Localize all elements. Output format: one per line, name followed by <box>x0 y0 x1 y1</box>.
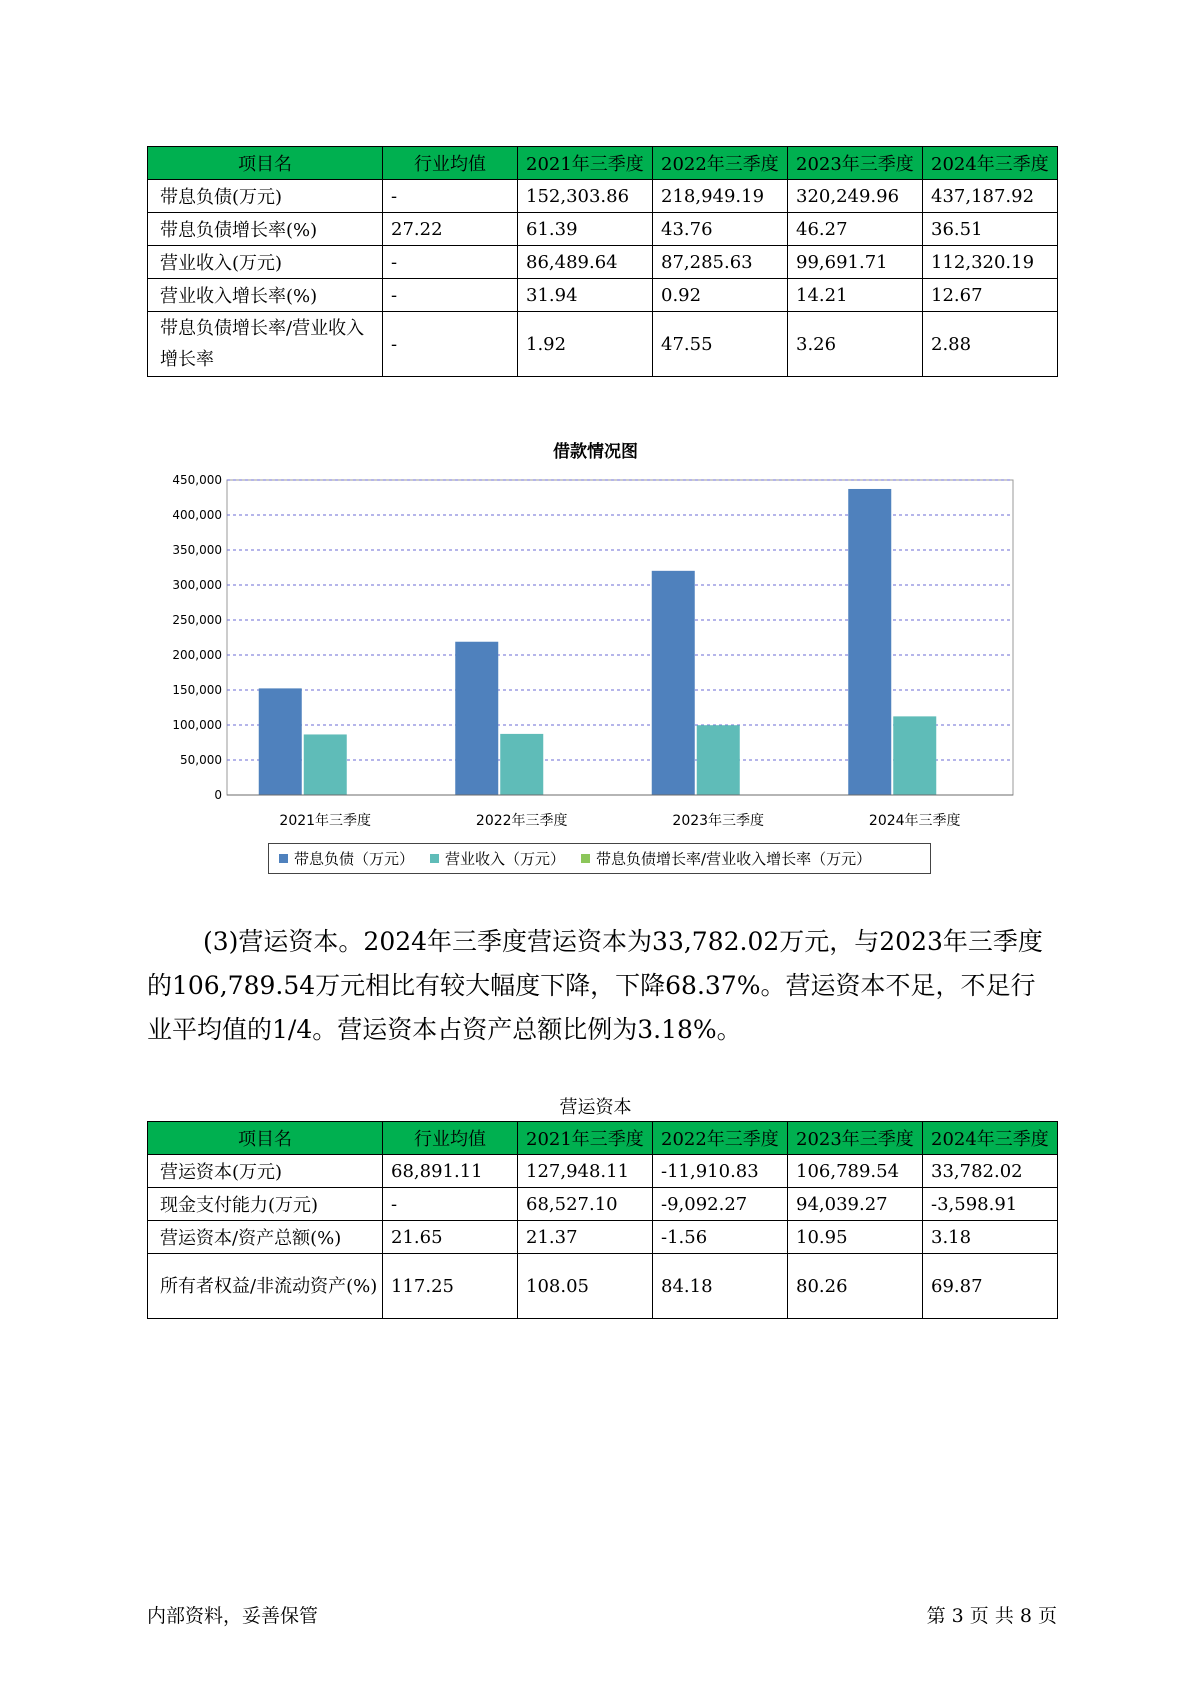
bar <box>500 734 543 795</box>
cell: 80.26 <box>788 1254 923 1319</box>
cell: 106,789.54 <box>788 1155 923 1188</box>
working-capital-table <box>147 1121 1058 1319</box>
cell: 99,691.71 <box>788 246 923 279</box>
table-row <box>148 1188 1058 1221</box>
legend-swatch <box>279 854 288 863</box>
cell: - <box>383 312 518 377</box>
cell: 47.55 <box>653 312 788 377</box>
bar <box>455 642 498 795</box>
table-row <box>148 246 1058 279</box>
header-2023q3: 2023年三季度 <box>788 1122 923 1155</box>
legend-swatch <box>581 854 590 863</box>
x-tick-label: 2023年三季度 <box>672 813 765 829</box>
cell: 36.51 <box>923 213 1058 246</box>
table-header-row <box>148 1122 1058 1155</box>
cell: 68,891.11 <box>383 1155 518 1188</box>
legend-item <box>581 848 871 869</box>
y-tick-label: 400,000 <box>172 508 222 522</box>
row-label: 带息负债增长率(%) <box>148 213 383 246</box>
cell: 14.21 <box>788 279 923 312</box>
header-item-name: 项目名 <box>148 1122 383 1155</box>
row-label: 带息负债增长率/营业收入增长率 <box>148 312 383 377</box>
cell: 86,489.64 <box>518 246 653 279</box>
bar <box>652 571 695 795</box>
y-tick-label: 0 <box>214 788 222 802</box>
y-tick-label: 350,000 <box>172 543 222 557</box>
cell: -1.56 <box>653 1221 788 1254</box>
cell: 69.87 <box>923 1254 1058 1319</box>
cell: -3,598.91 <box>923 1188 1058 1221</box>
legend-swatch <box>430 854 439 863</box>
cell: 31.94 <box>518 279 653 312</box>
cell: 320,249.96 <box>788 180 923 213</box>
cell: 108.05 <box>518 1254 653 1319</box>
header-2024q3: 2024年三季度 <box>923 1122 1058 1155</box>
y-tick-label: 450,000 <box>172 473 222 487</box>
table-row <box>148 1254 1058 1319</box>
header-industry-avg: 行业均值 <box>383 147 518 180</box>
cell: 21.65 <box>383 1221 518 1254</box>
bar <box>304 734 347 795</box>
cell: 21.37 <box>518 1221 653 1254</box>
cell: 3.26 <box>788 312 923 377</box>
cell: 27.22 <box>383 213 518 246</box>
legend-item <box>279 848 414 869</box>
header-2022q3: 2022年三季度 <box>653 1122 788 1155</box>
header-2024q3: 2024年三季度 <box>923 147 1058 180</box>
row-label: 营运资本(万元) <box>148 1155 383 1188</box>
cell: 68,527.10 <box>518 1188 653 1221</box>
cell: 3.18 <box>923 1221 1058 1254</box>
y-tick-label: 50,000 <box>180 753 222 767</box>
cell: -11,910.83 <box>653 1155 788 1188</box>
legend-label: 带息负债（万元） <box>294 850 415 868</box>
y-tick-label: 250,000 <box>172 613 222 627</box>
bar <box>848 489 891 795</box>
cell: 12.67 <box>923 279 1058 312</box>
cell: -9,092.27 <box>653 1188 788 1221</box>
chart-title: 借款情况图 <box>553 442 638 462</box>
legend-label: 带息负债增长率/营业收入增长率（万元） <box>596 850 872 868</box>
table-row <box>148 213 1058 246</box>
cell: - <box>383 180 518 213</box>
loan-bar-chart <box>0 460 1191 840</box>
y-tick-label: 300,000 <box>172 578 222 592</box>
table-row <box>148 312 1058 377</box>
cell: 33,782.02 <box>923 1155 1058 1188</box>
cell: 0.92 <box>653 279 788 312</box>
row-label: 现金支付能力(万元) <box>148 1188 383 1221</box>
table-caption: 营运资本 <box>559 1097 632 1118</box>
working-capital-paragraph: (3)营运资本。2024年三季度营运资本为33,782.02万元，与2023年三季度的106,789.54万元相比有较大幅度下降，下降68.37%。营运资本不足，不足行业平均值的1/4。营运资本占资产总额比例为3.18%。 <box>147 927 1043 1044</box>
legend-label: 营业收入（万元） <box>445 850 566 868</box>
row-label: 营业收入(万元) <box>148 246 383 279</box>
table-header-row <box>148 147 1058 180</box>
cell: 218,949.19 <box>653 180 788 213</box>
cell: 87,285.63 <box>653 246 788 279</box>
cell: 112,320.19 <box>923 246 1058 279</box>
cell: 2.88 <box>923 312 1058 377</box>
footer-confidential-note: 内部资料，妥善保管 <box>147 1605 319 1627</box>
bar <box>893 716 936 795</box>
header-2021q3: 2021年三季度 <box>518 147 653 180</box>
header-2022q3: 2022年三季度 <box>653 147 788 180</box>
header-2021q3: 2021年三季度 <box>518 1122 653 1155</box>
header-item-name: 项目名 <box>148 147 383 180</box>
cell: 94,039.27 <box>788 1188 923 1221</box>
row-label: 所有者权益/非流动资产(%) <box>148 1254 383 1319</box>
table-row <box>148 180 1058 213</box>
cell: 1.92 <box>518 312 653 377</box>
y-tick-label: 100,000 <box>172 718 222 732</box>
table-row <box>148 1155 1058 1188</box>
cell: 437,187.92 <box>923 180 1058 213</box>
row-label: 营运资本/资产总额(%) <box>148 1221 383 1254</box>
header-industry-avg: 行业均值 <box>383 1122 518 1155</box>
y-tick-label: 150,000 <box>172 683 222 697</box>
bar <box>697 725 740 795</box>
cell: 10.95 <box>788 1221 923 1254</box>
legend-item <box>430 848 565 869</box>
cell: 127,948.11 <box>518 1155 653 1188</box>
header-2023q3: 2023年三季度 <box>788 147 923 180</box>
bar <box>259 688 302 795</box>
cell: 43.76 <box>653 213 788 246</box>
x-tick-label: 2021年三季度 <box>279 813 372 829</box>
table-row <box>148 279 1058 312</box>
cell: - <box>383 1188 518 1221</box>
cell: 46.27 <box>788 213 923 246</box>
cell: 117.25 <box>383 1254 518 1319</box>
cell: - <box>383 246 518 279</box>
cell: 84.18 <box>653 1254 788 1319</box>
row-label: 带息负债(万元) <box>148 180 383 213</box>
x-tick-label: 2022年三季度 <box>475 813 568 829</box>
y-tick-label: 200,000 <box>172 648 222 662</box>
cell: - <box>383 279 518 312</box>
footer-page-number: 第 3 页 共 8 页 <box>926 1605 1057 1627</box>
debt-table <box>147 146 1058 377</box>
cell: 61.39 <box>518 213 653 246</box>
chart-legend <box>268 843 931 874</box>
x-tick-label: 2024年三季度 <box>868 813 961 829</box>
cell: 152,303.86 <box>518 180 653 213</box>
table-row <box>148 1221 1058 1254</box>
row-label: 营业收入增长率(%) <box>148 279 383 312</box>
